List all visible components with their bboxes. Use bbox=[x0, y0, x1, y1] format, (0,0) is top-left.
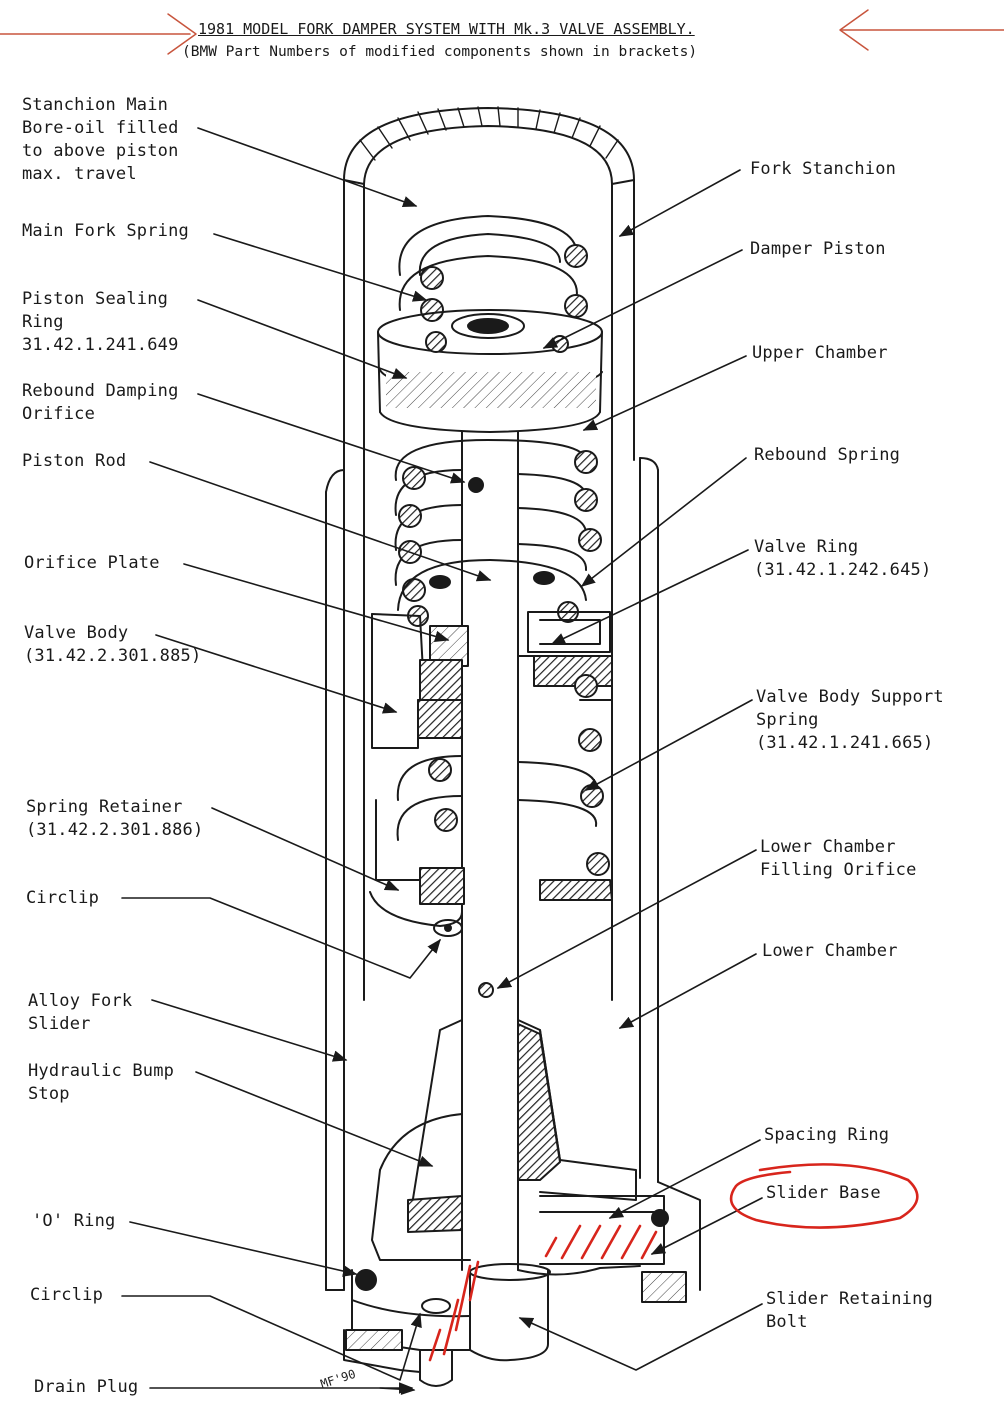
leader-orifice-plate bbox=[184, 564, 448, 640]
artist-signature: MF'90 bbox=[318, 1366, 358, 1392]
label-piston-rod: Piston Rod bbox=[22, 451, 127, 471]
label-spacing-ring: Spacing Ring bbox=[764, 1125, 890, 1145]
leader-main-fork-spring bbox=[214, 234, 426, 300]
label-stanchion-main-bore: Stanchion Main Bore-oil filled to above piston max. travel bbox=[22, 95, 179, 184]
piston-rod bbox=[462, 432, 518, 1270]
label-valve-body-support-spring: Valve Body Support Spring (31.42.1.241.665) bbox=[756, 687, 944, 753]
leader-spacing-ring bbox=[610, 1140, 760, 1218]
title-arrow-right bbox=[840, 10, 1004, 50]
label-rebound-damping-orifice: Rebound Damping Orifice bbox=[22, 381, 179, 424]
damper-piston bbox=[378, 310, 602, 432]
label-o-ring: 'O' Ring bbox=[32, 1211, 116, 1231]
leader-slider-base bbox=[652, 1198, 762, 1254]
leader-hydraulic-bump-stop bbox=[196, 1072, 432, 1166]
leader-valve-ring bbox=[552, 550, 748, 644]
label-slider-base: Slider Base bbox=[766, 1183, 881, 1203]
leader-fork-stanchion bbox=[620, 170, 740, 236]
slider-retaining-bolt bbox=[470, 1264, 550, 1360]
slider-base-red-hatch bbox=[430, 1226, 656, 1360]
leader-circlip-upper bbox=[122, 898, 440, 978]
label-drain-plug: Drain Plug bbox=[34, 1377, 139, 1397]
label-slider-retaining-bolt: Slider Retaining Bolt bbox=[766, 1289, 933, 1332]
label-orifice-plate: Orifice Plate bbox=[24, 553, 160, 573]
label-upper-chamber: Upper Chamber bbox=[752, 343, 888, 363]
label-circlip-lower: Circlip bbox=[30, 1285, 104, 1305]
leader-slider-retaining-bolt bbox=[520, 1304, 762, 1370]
label-fork-stanchion: Fork Stanchion bbox=[750, 159, 897, 179]
leader-piston-sealing-ring bbox=[198, 300, 406, 378]
leader-upper-chamber bbox=[584, 356, 746, 430]
label-lower-chamber: Lower Chamber bbox=[762, 941, 898, 961]
hydraulic-bump-stop bbox=[372, 1020, 636, 1260]
label-damper-piston: Damper Piston bbox=[750, 239, 886, 259]
spring-retainer bbox=[376, 800, 612, 904]
page-subtitle: (BMW Part Numbers of modified components shown in brackets) bbox=[182, 44, 698, 60]
leader-o-ring bbox=[130, 1222, 356, 1274]
label-rebound-spring: Rebound Spring bbox=[754, 445, 901, 465]
label-piston-sealing-ring: Piston Sealing Ring 31.42.1.241.649 bbox=[22, 289, 179, 355]
leader-stanchion-main-bore bbox=[198, 128, 416, 206]
leader-rebound-spring bbox=[582, 458, 746, 586]
orifice-plate bbox=[398, 560, 586, 626]
main-fork-spring bbox=[399, 216, 587, 321]
leader-valve-body-support-spring bbox=[586, 700, 752, 790]
label-valve-ring: Valve Ring (31.42.1.242.645) bbox=[754, 537, 932, 580]
label-circlip-upper: Circlip bbox=[26, 888, 100, 908]
label-lower-chamber-filling-orifice: Lower Chamber Filling Orifice bbox=[760, 837, 917, 880]
label-valve-body: Valve Body (31.42.2.301.885) bbox=[24, 623, 202, 666]
slider-base bbox=[352, 1196, 668, 1350]
leader-piston-rod bbox=[150, 462, 490, 580]
page-title: 1981 MODEL FORK DAMPER SYSTEM WITH Mk.3 VALVE ASSEMBLY. bbox=[198, 20, 695, 38]
label-alloy-fork-slider: Alloy Fork Slider bbox=[28, 991, 133, 1034]
leader-lower-chamber-filling-orifice bbox=[498, 850, 756, 988]
label-spring-retainer: Spring Retainer (31.42.2.301.886) bbox=[26, 797, 204, 840]
leader-alloy-fork-slider bbox=[152, 1000, 346, 1060]
label-main-fork-spring: Main Fork Spring bbox=[22, 221, 189, 241]
leader-spring-retainer bbox=[212, 808, 398, 890]
title-arrow-left bbox=[0, 14, 196, 54]
label-hydraulic-bump-stop: Hydraulic Bump Stop bbox=[28, 1061, 175, 1104]
